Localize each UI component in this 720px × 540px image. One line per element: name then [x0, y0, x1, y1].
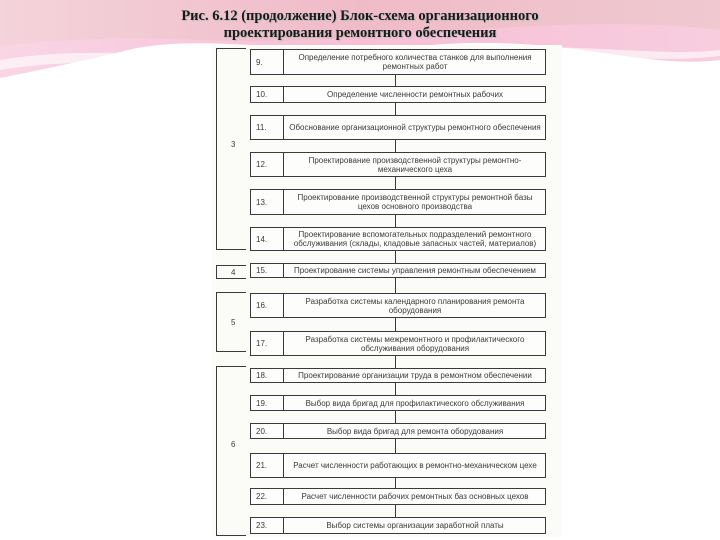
step-box	[250, 86, 546, 103]
step-box	[250, 227, 546, 251]
title-line-2: проектирования ремонтного обеспечения	[223, 25, 497, 41]
step-box	[250, 49, 546, 75]
step-box	[250, 488, 546, 505]
connector	[395, 439, 396, 453]
box-divider	[283, 294, 284, 317]
connector	[395, 251, 396, 263]
step-number: 15.	[256, 266, 268, 275]
step-number: 12.	[256, 160, 268, 169]
step-text: Проектирование системы управления ремонтным обеспечением	[294, 266, 536, 275]
title-line-1: Рис. 6.12 (продолжение) Блок-схема организационного	[181, 8, 539, 24]
step-number: 10.	[256, 90, 268, 99]
step-text: Расчет численности работающих в ремонтно-механическом цехе	[293, 461, 537, 470]
step-box	[250, 517, 546, 534]
step-box	[250, 152, 546, 177]
step-number: 11.	[256, 123, 267, 132]
box-divider	[283, 50, 284, 74]
box-divider	[283, 396, 284, 410]
step-text: Проектирование производственной структуры ремонтной базы цехов основного производства	[297, 193, 533, 211]
box-divider	[283, 228, 284, 250]
step-number: 21.	[256, 461, 268, 470]
connector	[395, 103, 396, 115]
connector	[395, 411, 396, 423]
step-text: Выбор вида бригад для ремонта оборудования	[326, 426, 504, 436]
step-number: 17.	[256, 339, 268, 348]
box-divider	[283, 454, 284, 477]
step-text: Определение потребного количества станков для выполнения ремонтных работ	[298, 53, 532, 71]
box-divider	[283, 153, 284, 176]
box-divider	[283, 424, 284, 438]
step-number: 23.	[256, 521, 268, 530]
step-box	[250, 263, 546, 278]
step-text: Обоснование организационной структуры ремонтного обеспечения	[289, 123, 541, 132]
step-box	[250, 115, 546, 140]
step-box	[250, 293, 546, 318]
connector	[395, 278, 396, 293]
group-label-6: 6	[231, 440, 236, 449]
box-divider	[283, 489, 284, 504]
step-text: Расчет численности рабочих ремонтных баз основных цехов	[301, 492, 529, 501]
box-divider	[283, 87, 284, 102]
group-label-5: 5	[231, 318, 236, 327]
connector	[395, 75, 396, 86]
step-box	[250, 423, 546, 439]
step-text: Проектирование организации труда в ремонтном обеспечении	[298, 371, 532, 380]
connector	[395, 140, 396, 152]
page-title	[60, 8, 660, 42]
step-number: 20.	[256, 426, 268, 436]
box-divider	[283, 116, 284, 139]
step-text: Разработка системы календарного планирования ремонта оборудования	[305, 296, 525, 315]
step-number: 13.	[256, 197, 268, 207]
step-number: 18.	[256, 371, 268, 380]
step-box	[250, 453, 546, 478]
group-label-4: 4	[231, 268, 236, 277]
step-text: Разработка системы межремонтного и профилактического обслуживания оборудования	[305, 334, 525, 353]
step-number: 19.	[256, 398, 268, 408]
group-bracket-3	[216, 48, 246, 250]
step-number: 9.	[256, 57, 263, 67]
connector	[395, 215, 396, 227]
step-number: 16.	[256, 301, 268, 310]
connector	[395, 383, 396, 395]
step-text: Выбор системы организации заработной платы	[326, 521, 504, 530]
connector	[395, 478, 396, 488]
box-divider	[283, 369, 284, 382]
step-text: Проектирование вспомогательных подразделений ремонтного обслуживания (склады, кладовые запасных частей, материалов)	[293, 230, 537, 248]
box-divider	[283, 190, 284, 214]
step-box	[250, 189, 546, 215]
box-divider	[283, 332, 284, 355]
group-bracket-6	[216, 366, 246, 536]
step-number: 22.	[256, 492, 268, 501]
connector	[395, 505, 396, 517]
group-label-3: 3	[231, 140, 236, 149]
step-box	[250, 368, 546, 383]
step-box	[250, 331, 546, 356]
step-box	[250, 395, 546, 411]
connector	[395, 356, 396, 368]
step-text: Выбор вида бригад для профилактического обслуживания	[305, 398, 525, 408]
box-divider	[283, 264, 284, 277]
step-text: Определение численности ремонтных рабочих	[327, 90, 503, 99]
connector	[395, 318, 396, 331]
connector	[395, 177, 396, 189]
step-number: 14.	[256, 234, 268, 244]
step-text: Проектирование производственной структуры ремонтно-механического цеха	[308, 155, 522, 174]
box-divider	[283, 518, 284, 533]
